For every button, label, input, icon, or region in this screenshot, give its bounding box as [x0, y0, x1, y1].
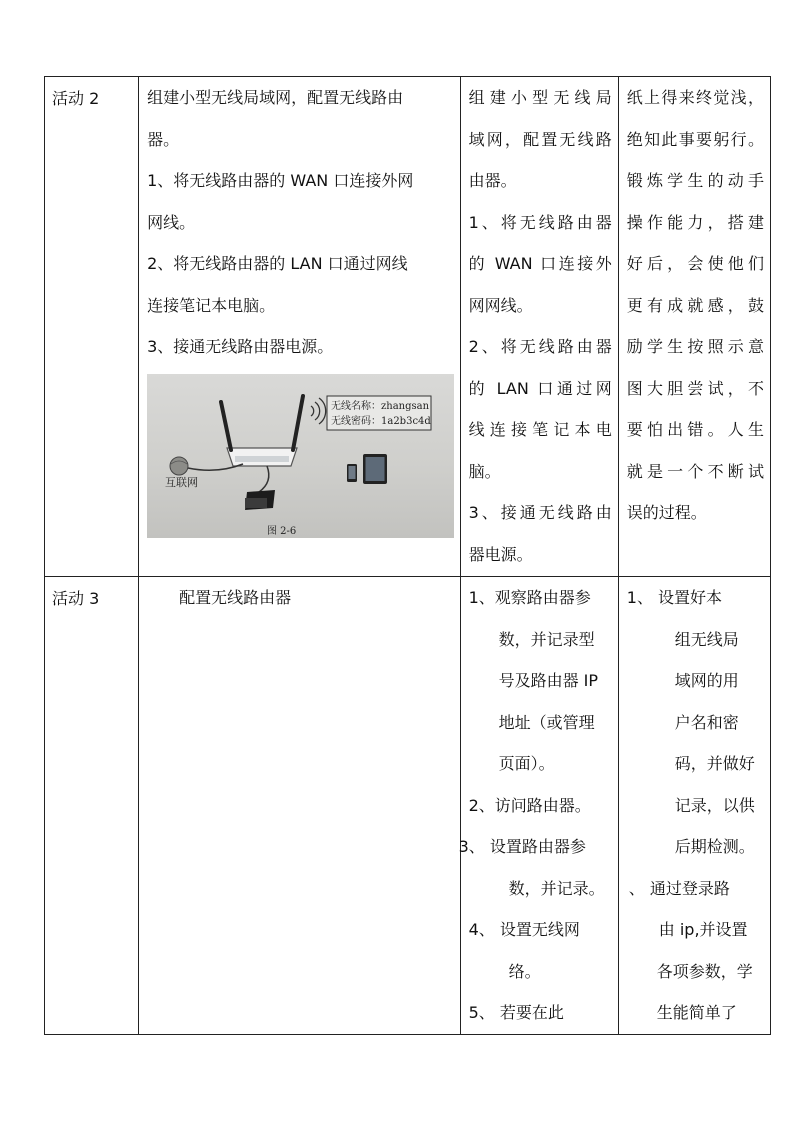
text-line: 记录，以供 [674, 795, 755, 815]
text-line: 连接笔记本电脑。 [147, 295, 276, 315]
text-line: 绝知此事要躬行。 [626, 129, 764, 149]
text-line: 络。 [508, 961, 541, 981]
text-line: 就是一个不断试 [626, 461, 764, 481]
text-line: 号及路由器 IP [498, 671, 599, 690]
activity-3-title: 配置无线路由器 [179, 588, 292, 607]
activity-2-label: 活动 2 [52, 89, 100, 108]
wifi-signal-icon [311, 398, 326, 424]
router-setup-figure [147, 374, 454, 538]
text-line: 组建小型无线局 [468, 88, 612, 107]
text-line: 锻炼学生的动手 [626, 171, 764, 190]
activity-3-label: 活动 3 [52, 589, 100, 608]
text-line: 2、将无线路由器的 LAN 口通过网线 [147, 254, 408, 273]
text-line: 网线。 [147, 212, 196, 232]
password-text: 无线密码：1a2b3c4d [331, 415, 431, 427]
text-line: 域网，配置无线路 [468, 129, 612, 149]
text-line: 组建小型无线局域网，配置无线路由 [147, 88, 404, 107]
text-line: 2、将无线路由器 [468, 337, 612, 356]
text-line: 3、接通无线路由器电源。 [147, 337, 334, 356]
text-line: 励学生按照示意 [626, 337, 764, 356]
text-line: 由 ip,并设置 [658, 920, 748, 939]
text-line: 域网的用 [674, 671, 739, 690]
text-line: 1、将无线路由器 [468, 212, 612, 232]
text-line: 户名和密 [674, 712, 739, 732]
text-line: 后期检测。 [674, 837, 755, 856]
text-line: 由器。 [468, 171, 517, 190]
text-line: 数，并记录。 [508, 878, 605, 898]
router-icon [221, 396, 303, 466]
activity-2-intent-cell [618, 77, 770, 577]
text-line: 码，并做好 [674, 754, 755, 773]
text-line: 的 WAN 口连接外 [468, 254, 612, 273]
text-line: 1、观察路由器参 [468, 588, 591, 607]
table-row-activity-3 [45, 577, 771, 1035]
mobile-devices-icon [347, 454, 387, 484]
text-line: 网网线。 [468, 295, 533, 315]
activity-3-intent-cell [618, 577, 770, 1035]
activity-3-content-cell [139, 577, 460, 1035]
internet-label: 互联网 [165, 475, 199, 489]
text-line: 2、访问路由器。 [468, 795, 591, 815]
text-line: 3、 设置路由器参 [458, 837, 586, 856]
text-line: 操作能力，搭建 [626, 212, 764, 232]
text-line: 3、接通无线路由 [468, 503, 612, 522]
text-line: 图大胆尝试，不 [626, 378, 764, 398]
text-line: 好后，会使他们 [626, 254, 764, 273]
lesson-plan-table [44, 76, 771, 1035]
text-line: 1、将无线路由器的 WAN 口连接外网 [147, 171, 414, 190]
ssid-text: 无线名称：zhangsan [331, 400, 430, 412]
text-line: 各项参数，学 [656, 961, 753, 981]
text-line: 4、 设置无线网 [468, 920, 580, 939]
text-line: 数，并记录型 [498, 629, 595, 649]
text-line: 页面）。 [498, 754, 555, 773]
text-line: 更有成就感，鼓 [626, 295, 764, 315]
text-line: 脑。 [468, 461, 501, 481]
text-line: 1、 设置好本 [626, 588, 723, 607]
table-row-activity-2 [45, 77, 771, 577]
activity-2-content-cell [139, 77, 460, 577]
text-line: 纸上得来终觉浅， [626, 88, 764, 107]
text-line: 误的过程。 [626, 503, 707, 522]
text-line: 器电源。 [468, 544, 533, 564]
text-line: 地址（或管理 [498, 712, 595, 732]
activity-3-label-cell [45, 577, 139, 1035]
text-line: 组无线局 [674, 629, 739, 649]
internet-globe-icon [170, 457, 188, 475]
text-line: 线连接笔记本电 [468, 420, 612, 439]
laptop-icon [245, 490, 275, 510]
text-line: 、 通过登录路 [628, 878, 730, 898]
figure-caption: 图 2-6 [267, 525, 297, 537]
text-line: 5、 若要在此 [468, 1003, 564, 1022]
activity-2-label-cell [45, 77, 139, 577]
text-line: 的 LAN 口通过网 [468, 378, 612, 398]
text-line: 要怕出错。人生 [626, 420, 764, 439]
text-line: 器。 [147, 129, 180, 149]
text-line: 生能简单了 [656, 1003, 737, 1022]
activity-2-student-cell [460, 77, 618, 577]
activity-3-student-cell [460, 577, 618, 1035]
